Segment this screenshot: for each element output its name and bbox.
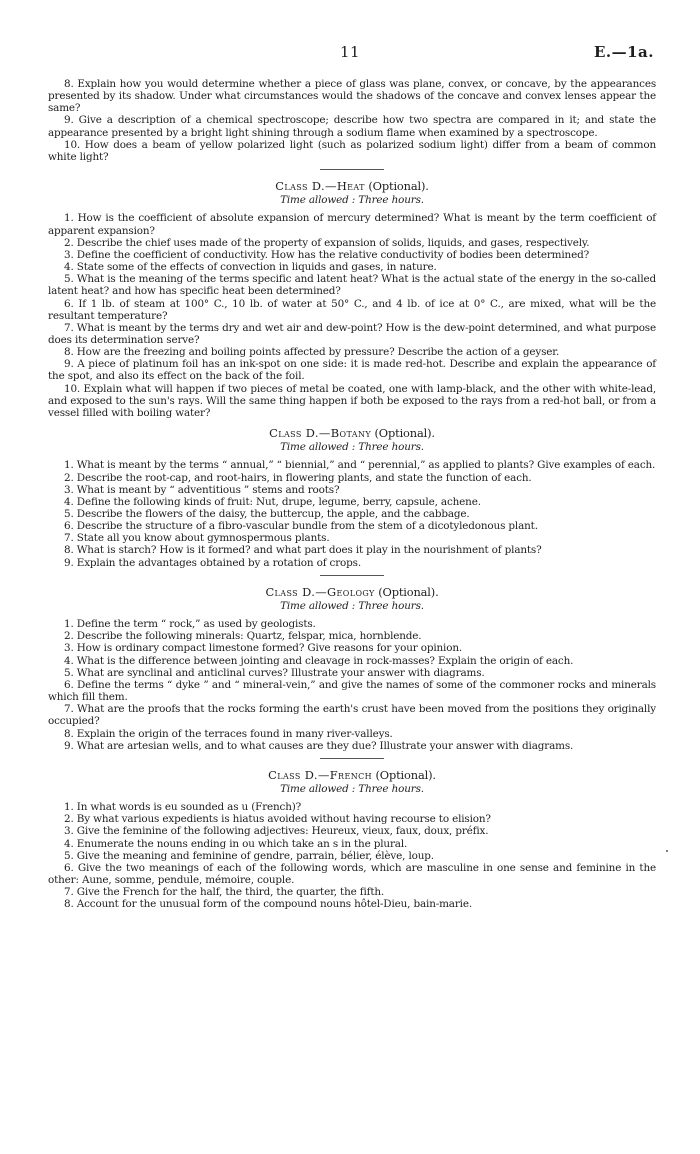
section-geology — [48, 586, 656, 752]
question-item: 6. Describe the structure of a fibro-vascular bundle from the stem of a dicotyledonous plant. — [64, 520, 538, 533]
question-item: 6. Give the two meanings of each of the following words, which are masculine in one sense and feminine in the other: Aune, somme, pendule, mémoire, couple. — [48, 861, 656, 887]
subject-label: French — [329, 767, 373, 782]
question-item: 8. Explain how you would determine whether a piece of glass was plane, convex, or concave, by the appearances presented by its shadow. Under what circumstances would the shadows of the concave and convex lenses appear the same? — [48, 78, 656, 115]
section-divider — [320, 169, 384, 170]
question-item: 4. Enumerate the nouns ending in ou which take an s in the plural. — [64, 837, 408, 850]
question-item: 5. Describe the flowers of the daisy, the buttercup, the apple, and the cabbage. — [64, 508, 470, 520]
question-item: 3. Define the coefficient of conductivity. How has the relative conductivity of bodies been determined? — [64, 248, 590, 261]
section-divider — [320, 758, 384, 759]
question-item: 8. Account for the unusual form of the compound nouns hôtel-Dieu, bain-marie. — [64, 898, 472, 911]
subject-label: Geology — [327, 584, 375, 599]
question-item: 1. What is meant by the terms “ annual,” “ biennial,” and “ perennial,” as applied to plants? Give examples of each. — [64, 459, 656, 472]
question-item: 2. By what various expedients is hiatus avoided without having recourse to elision? — [64, 813, 491, 826]
question-item: 10. How does a beam of yellow polarized light (such as polarized sodium light) differ from a beam of common white light? — [48, 138, 656, 163]
section-heading — [48, 769, 656, 781]
question-item: 2. Describe the root-cap, and root-hairs, in flowering plants, and state the function of each. — [64, 471, 532, 484]
question-item: 9. A piece of platinum foil has an ink-spot on one side: it is made red-hot. Describe and explain the appearance of the spot, and also its effect on the back of the foil. — [48, 358, 656, 383]
question-item: 9. What are artesian wells, and to what causes are they due? Illustrate your answer with diagrams. — [64, 739, 574, 752]
section-botany — [48, 427, 656, 569]
question-item: 3. What is meant by “ adventitious ” stems and roots? — [64, 483, 340, 496]
class-label: Class D.— — [268, 767, 330, 782]
question-item: 3. How is ordinary compact limestone formed? Give reasons for your opinion. — [64, 642, 463, 655]
class-label: Class D.— — [275, 179, 337, 194]
time-allowed: Time allowed : Three hours. — [280, 194, 424, 207]
section-heading — [48, 180, 656, 192]
stray-mark — [666, 850, 668, 852]
section-heading — [48, 427, 656, 439]
question-item: 7. State all you know about gymnospermous plants. — [64, 532, 330, 545]
page-reference: E.—1a. — [593, 43, 654, 61]
section-heading — [48, 586, 656, 598]
question-item: 5. What is the meaning of the terms specific and latent heat? What is the actual state of the energy in the so-called latent heat? and how has specific heat been determined? — [48, 273, 656, 298]
section-divider — [320, 575, 384, 576]
question-item: 1. How is the coefficient of absolute expansion of mercury determined? What is meant by the term coefficient of apparent expansion? — [48, 212, 656, 237]
question-item: 10. Explain what will happen if two pieces of metal be coated, one with lamp-black, and the other with white-lead, and exposed to the sun's rays. Will the same thing happen if both be exposed to the rays from a red-hot ball, or from a vessel filled with boiling water? — [48, 382, 656, 419]
question-item: 4. Define the following kinds of fruit: Nut, drupe, legume, berry, capsule, achene. — [64, 495, 481, 508]
question-item: 7. What is meant by the terms dry and wet air and dew-point? How is the dew-point determined, and what purpose does its determination serve? — [48, 321, 656, 346]
class-label: Class D.— — [265, 584, 328, 599]
time-allowed: Time allowed : Three hours. — [280, 782, 424, 795]
question-item: 4. State some of the effects of convection in liquids and gases, in nature. — [64, 261, 437, 274]
section-heat — [48, 180, 656, 419]
question-item: 6. Define the terms “ dyke ” and “ mineral-vein,” and give the names of some of the commoner rocks and minerals which fill them. — [48, 678, 656, 704]
subject-label: Botany — [330, 426, 372, 441]
question-item: 9. Explain the advantages obtained by a rotation of crops. — [64, 556, 361, 569]
optional-label: (Optional). — [374, 426, 435, 441]
question-item: 1. Define the term “ rock,” as used by geologists. — [64, 618, 316, 631]
question-item: 7. What are the proofs that the rocks forming the earth's crust have been moved from the positions they originally occupied? — [48, 703, 656, 728]
section-french — [48, 769, 656, 911]
optional-label: (Optional). — [378, 584, 439, 599]
intro-questions — [48, 78, 656, 163]
page-content — [48, 78, 656, 911]
question-item: 8. What is starch? How is it formed? and what part does it play in the nourishment of plants? — [64, 544, 542, 557]
class-label: Class D.— — [269, 426, 331, 441]
question-item: 6. If 1 lb. of steam at 100° C., 10 lb. of water at 50° C., and 4 lb. of ice at 0° C., are mixed, what will be the resultant temperature? — [48, 297, 656, 322]
question-item: 8. Explain the origin of the terraces found in many river-valleys. — [64, 727, 393, 740]
question-item: 5. What are synclinal and anticlinal curves? Illustrate your answer with diagrams. — [64, 666, 485, 679]
page-number: 11 — [339, 43, 361, 61]
subject-label: Heat — [336, 179, 365, 194]
question-item: 7. Give the French for the half, the third, the quarter, the fifth. — [64, 886, 385, 899]
question-item: 4. What is the difference between jointing and cleavage in rock-masses? Explain the origin of each. — [64, 654, 574, 667]
question-item: 2. Describe the chief uses made of the property of expansion of solids, liquids, and gases, respectively. — [64, 236, 590, 249]
question-item: 3. Give the feminine of the following adjectives: Heureux, vieux, faux, doux, préfix. — [64, 825, 489, 838]
question-item: 5. Give the meaning and feminine of gendre, parrain, bélier, élève, loup. — [64, 849, 434, 862]
optional-label: (Optional). — [368, 179, 429, 194]
time-allowed: Time allowed : Three hours. — [280, 599, 424, 612]
time-allowed: Time allowed : Three hours. — [280, 441, 424, 454]
optional-label: (Optional). — [375, 767, 436, 782]
question-item: 2. Describe the following minerals: Quartz, felspar, mica, hornblende. — [64, 630, 422, 643]
question-item: 8. How are the freezing and boiling points affected by pressure? Describe the action of a geyser. — [64, 346, 560, 359]
question-item: 9. Give a description of a chemical spectroscope; describe how two spectra are compared in it; and state the appearance presented by a bright light shining through a sodium flame when examined by a spectroscope. — [48, 114, 656, 139]
question-item: 1. In what words is eu sounded as u (French)? — [64, 801, 302, 814]
